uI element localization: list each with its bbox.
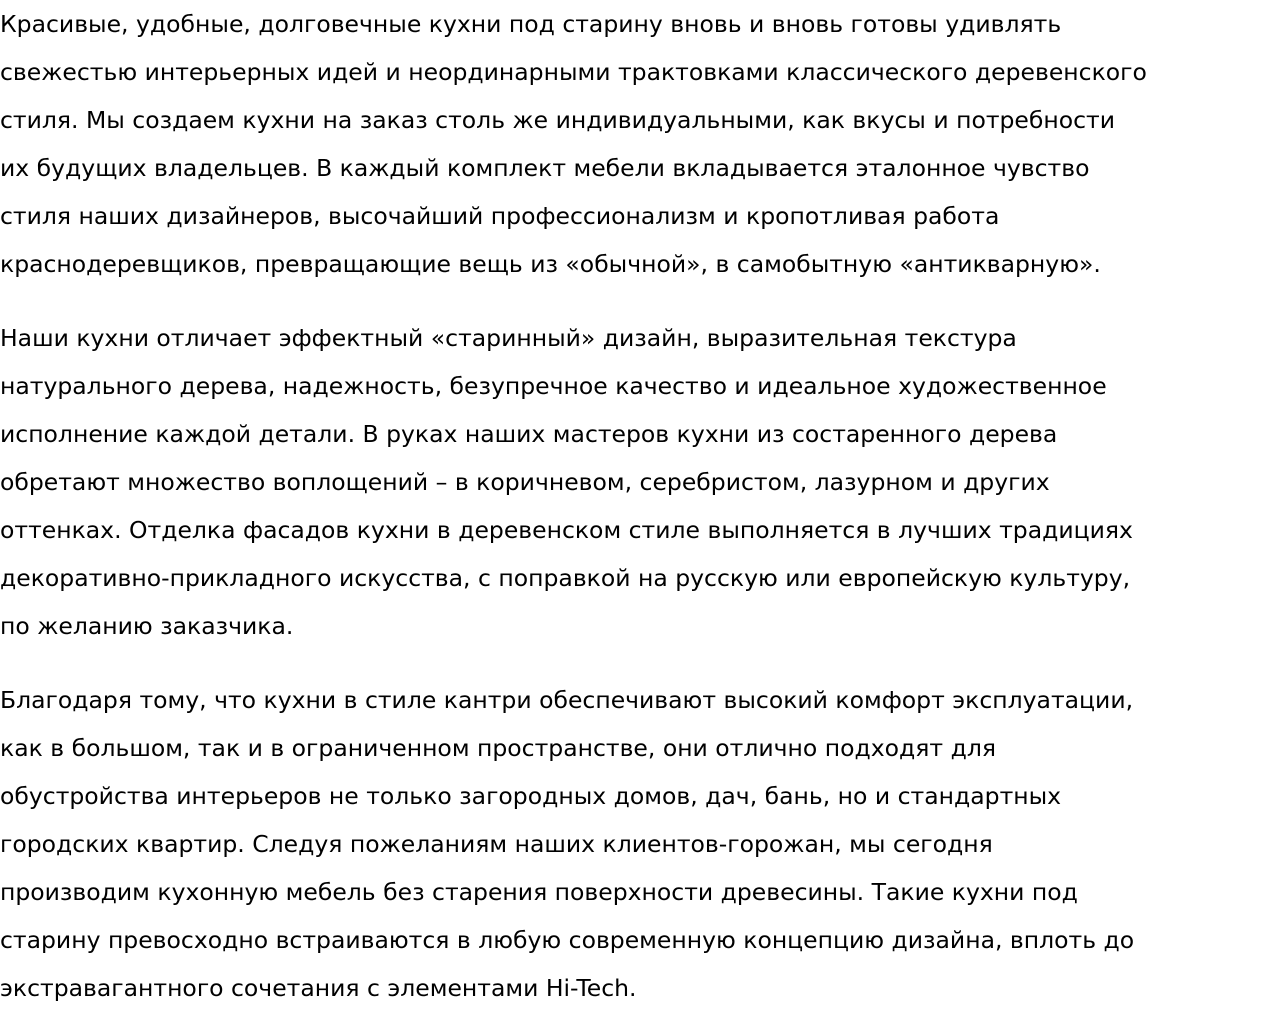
paragraph-line: обустройства интерьеров не только загородных домов, дач, бань, но и стандартных [0,782,1062,810]
paragraph-line: как в большом, так и в ограниченном пространстве, они отлично подходят для [0,734,996,762]
paragraph-line: свежестью интерьерных идей и неординарными трактовками классического деревенского [0,58,1147,86]
paragraph-line: исполнение каждой детали. В руках наших мастеров кухни из состаренного дерева [0,420,1058,448]
paragraph-line: краснодеревщиков, превращающие вещь из «обычной», в самобытную «антикварную». [0,250,1101,278]
paragraph-line: экстравагантного сочетания с элементами Hi-Tech. [0,974,637,1002]
paragraph-line: Красивые, удобные, долговечные кухни под старину вновь и вновь готовы удивлять [0,10,1062,38]
paragraph-1 [0,0,1270,288]
paragraph-line: оттенках. Отделка фасадов кухни в деревенском стиле выполняется в лучших традициях [0,516,1133,544]
paragraph-2 [0,314,1270,650]
paragraph-line: по желанию заказчика. [0,612,294,640]
paragraph-line: Благодаря тому, что кухни в стиле кантри обеспечивают высокий комфорт эксплуатации, [0,686,1134,714]
paragraph-line: декоративно-прикладного искусства, с поправкой на русскую или европейскую культуру, [0,564,1131,592]
paragraph-line: старину превосходно встраиваются в любую современную концепцию дизайна, вплоть до [0,926,1135,954]
paragraph-line: городских квартир. Следуя пожеланиям наших клиентов-горожан, мы сегодня [0,830,993,858]
paragraph-line: их будущих владельцев. В каждый комплект мебели вкладывается эталонное чувство [0,154,1090,182]
paragraph-3 [0,676,1270,1012]
paragraph-line: производим кухонную мебель без старения поверхности древесины. Такие кухни под [0,878,1078,906]
paragraph-line: обретают множество воплощений – в коричневом, серебристом, лазурном и других [0,468,1050,496]
paragraph-line: стиля. Мы создаем кухни на заказ столь же индивидуальными, как вкусы и потребности [0,106,1115,134]
paragraph-line: стиля наших дизайнеров, высочайший профессионализм и кропотливая работа [0,202,1000,230]
paragraph-line: натурального дерева, надежность, безупречное качество и идеальное художественное [0,372,1107,400]
paragraph-line: Наши кухни отличает эффектный «старинный» дизайн, выразительная текстура [0,324,1017,352]
